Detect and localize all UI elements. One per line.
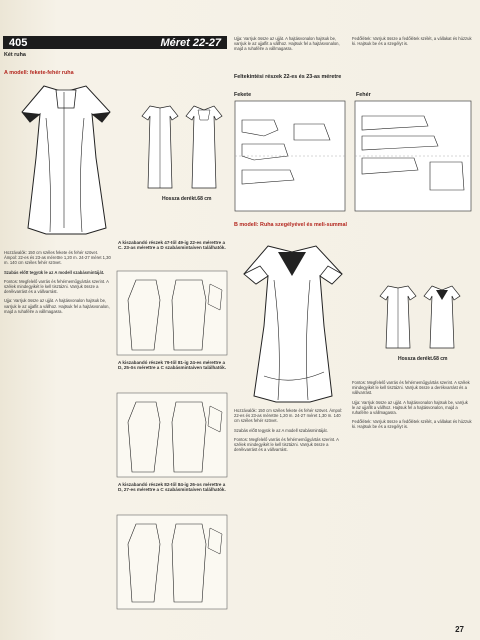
parts-note-2: A kiszabandó részek 79-től 81-ig 24-es mérettre a D, 25-ös mérettre a C szabásmintaíven találhatók. xyxy=(118,360,226,371)
size-range: Méret 22-27 xyxy=(160,36,221,49)
subtitle: Két ruha xyxy=(4,52,26,58)
model-b-flat-back xyxy=(376,282,420,350)
right-text-column xyxy=(352,380,472,620)
page-number: 27 xyxy=(455,625,464,634)
parts-note-3: A kiszabandó részek 82-től 84-ig 26-os mérettre a D, 27-es mérettre a C szabásmintaíven találhatók. xyxy=(118,482,226,493)
middle-text-column xyxy=(234,408,346,620)
pattern-number: 405 xyxy=(9,36,28,49)
model-a-dress-illustration xyxy=(6,78,126,238)
right-facing: Fedőlétek: Varrjuk össze a fedőlétek szélét, a vállakat és húzzuk ki. Hajtsuk be és a szegélyt is. xyxy=(352,419,472,430)
parts-note-1: A kiszabandó részek 47-től 49-ig 22-es mérettre a C. 23-as mérettre a D szabásmintaíven találhatók. xyxy=(118,240,226,251)
right-instructions: Fontos: Megfelelő varrás és fehérneműgyártás szerint. A szélek mindegyikét le kell tisztázni. Varrjuk össze a derékvarrást és a vállvarrást. xyxy=(352,380,470,396)
pattern-pieces-2 xyxy=(116,392,228,478)
col2-top-text: Ujja: Varrjuk össze az ujját. A hajtásvonalon hajtsuk be, varrjuk le az ujjaflit a vállhoz. Hajtsuk fel a hajtásvonalon, majd a ruhafélre a vállmagasra. xyxy=(234,36,340,52)
pattern-header xyxy=(3,36,227,49)
black-label: Fekete xyxy=(234,92,252,98)
cutting-paragraph: Szabás előtt tegyük le az A modell szabásmintáját. xyxy=(4,269,105,275)
white-label: Fehér xyxy=(356,92,371,98)
model-a-flat-front xyxy=(182,102,226,190)
materials-b: Hozzávalók: 150 cm széles fekete és fehér szövet. Ámpol: 22-es és 23-as mérettre 1,20 m. 24-27 méret 1,30 m. 140 cm széles fehér szövet. xyxy=(234,408,343,424)
black-fabric-layout xyxy=(234,100,346,212)
right-sleeve: Ujja: Varrjuk össze az ujját. A hajtásvonalon hajtsuk be, varrjuk le az ujjaflit a vállhoz. Hajtsuk fel a hajtásvonalon, majd a ruhafélre a vállmagasra. xyxy=(352,399,468,416)
model-a-flat-back xyxy=(138,102,182,190)
measure-title: Feltekintési részek 22-es és 23-as méretre xyxy=(234,74,342,80)
left-text-column xyxy=(4,250,112,610)
pattern-pieces-1 xyxy=(116,270,228,356)
model-b-dress-illustration xyxy=(234,236,352,406)
instructions-b: Fontos: Megfelelő varrás és fehérneműgyártás szerint. A szélek mindegyikét le kell tisztázni. Varrjuk össze a derékvarrást és a vállvarrást. xyxy=(234,436,339,453)
sleeve-text: Ujja: Varrjuk össze az ujját. A hajtásvonalon hajtsuk be, varrjuk le az ujjaflit a vállhoz. Hajtsuk fel a hajtásvonalon, majd a ruhafélre a vállmagasra. xyxy=(4,298,110,314)
cutting-b: Szabás előtt tegyük le az A modell szabásmintáját. xyxy=(234,427,328,433)
white-fabric-layout xyxy=(354,100,472,212)
pattern-pieces-3 xyxy=(116,514,228,610)
materials-paragraph: Hozzávalók: 150 cm széles fekete és fehér szövet. Ámpol: 22-es és 23-as mérettre 1,20 m. 24-27 méret 1,30 m. 140 cm széles fehér szövet. xyxy=(4,250,111,266)
caption-b: Hossza derékt.68 cm xyxy=(398,356,448,362)
model-a-title: A modell: fekete-fehér ruha xyxy=(4,70,74,76)
caption-a: Hossza derékt.68 cm xyxy=(162,196,212,202)
model-b-flat-front xyxy=(420,282,464,350)
model-b-title: B modell: Ruha szegélyével és meli-summal xyxy=(234,222,347,228)
col3-top-text: Fedőlétek: Varrjuk össze a fedőlétek szélét, a vállakat és húzzuk ki. Hajtsuk be és a szegélyt is. xyxy=(352,36,472,47)
instructions-text: Fontos: Megfelelő varrás és fehérneműgyártás szerint. A szélek mindegyikét le kell tisztázni. Varrjuk össze a derékvarrást és a vállvarrást. xyxy=(4,278,109,295)
